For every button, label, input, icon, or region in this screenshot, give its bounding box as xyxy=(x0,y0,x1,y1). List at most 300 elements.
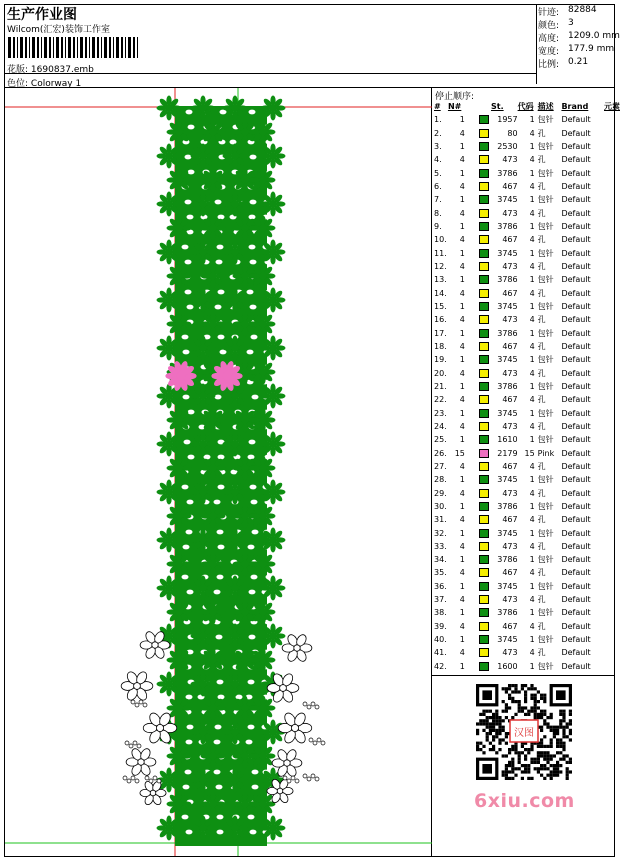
barcode-bar xyxy=(89,37,90,58)
qr-module xyxy=(556,770,559,773)
flower-center xyxy=(242,225,249,232)
green-flower xyxy=(261,480,286,505)
qr-module xyxy=(521,710,524,713)
row-index: 1. xyxy=(434,115,442,125)
row-desc: 包针 xyxy=(537,435,554,445)
qr-module xyxy=(482,729,485,732)
barcode-bar xyxy=(29,37,30,58)
row-swatch xyxy=(479,513,491,526)
row-stitches: 80 xyxy=(507,128,518,138)
flower-center xyxy=(270,393,277,400)
flower-center xyxy=(242,513,249,520)
qr-module xyxy=(492,729,495,732)
row-needle: 1 xyxy=(459,248,465,258)
company-name: Wilcom(汇宏)装饰工作室 xyxy=(7,25,110,35)
row-brand: Default xyxy=(561,368,591,378)
flower-center xyxy=(242,609,249,616)
table-row xyxy=(433,580,620,593)
lace-hole xyxy=(217,680,224,685)
spec-label: 颜色: xyxy=(538,21,560,31)
outline-bead xyxy=(307,705,311,709)
col-stitches: St. xyxy=(491,102,504,111)
green-flower xyxy=(167,744,192,769)
qr-module xyxy=(556,738,559,741)
row-element xyxy=(604,513,620,526)
color-swatch xyxy=(479,622,489,631)
flower-center xyxy=(210,561,217,568)
qr-module xyxy=(543,764,546,767)
qr-module xyxy=(556,745,559,748)
green-flower xyxy=(261,96,286,121)
row-needle: 1 xyxy=(459,115,465,125)
flower-center xyxy=(242,129,249,136)
table-row xyxy=(433,393,620,406)
row-needle: 4 xyxy=(459,235,465,245)
row-code: 1 xyxy=(529,355,535,365)
row-swatch xyxy=(479,353,491,366)
qr-module xyxy=(537,716,540,719)
lace-hole xyxy=(215,305,222,310)
qr-module xyxy=(479,713,482,716)
qr-module xyxy=(476,748,479,751)
spec-item xyxy=(538,18,574,31)
table-row xyxy=(433,167,620,180)
row-element xyxy=(604,287,620,300)
green-flower xyxy=(223,720,248,745)
row-brand: Default xyxy=(561,528,591,538)
row-desc: 孔 xyxy=(537,421,546,431)
qr-module xyxy=(518,700,521,703)
qr-module xyxy=(569,770,572,773)
qr-module xyxy=(524,684,527,687)
qr-module xyxy=(508,770,511,773)
qr-module xyxy=(559,722,562,725)
qr-module xyxy=(514,751,517,754)
row-desc: 包针 xyxy=(537,528,554,538)
barcode xyxy=(8,37,140,58)
green-flower xyxy=(223,768,248,793)
color-swatch xyxy=(479,289,489,298)
table-row xyxy=(433,220,620,233)
green-flower xyxy=(191,576,216,601)
qr-module xyxy=(537,700,540,703)
qr-module xyxy=(569,729,572,732)
row-swatch xyxy=(479,287,491,300)
qr-module xyxy=(498,748,501,751)
lace-hole xyxy=(216,635,223,640)
row-desc: 包针 xyxy=(537,555,554,565)
qr-module xyxy=(489,729,492,732)
row-stitches: 467 xyxy=(502,621,518,631)
table-row xyxy=(433,140,620,153)
lace-hole xyxy=(186,695,193,700)
qr-module xyxy=(514,713,517,716)
flower-center xyxy=(270,825,277,832)
lace-hole xyxy=(218,545,225,550)
green-flower xyxy=(261,240,286,265)
qr-module xyxy=(476,729,479,732)
row-brand: Default xyxy=(561,128,591,138)
lace-hole xyxy=(250,305,257,310)
flower-center xyxy=(232,681,239,688)
color-swatch xyxy=(479,502,489,511)
qr-module xyxy=(566,770,569,773)
qr-module xyxy=(534,697,537,700)
flower-center xyxy=(260,513,267,520)
flower-center xyxy=(242,753,249,760)
outline-bead xyxy=(125,741,129,745)
row-index: 36. xyxy=(434,581,447,591)
row-swatch xyxy=(479,167,491,180)
color-swatch xyxy=(479,462,489,471)
row-element xyxy=(604,207,620,220)
row-index: 26. xyxy=(434,448,447,458)
table-row xyxy=(433,113,620,126)
qr-module xyxy=(505,690,508,693)
col-brand: Brand xyxy=(561,102,589,111)
row-needle: 1 xyxy=(459,608,465,618)
row-index: 9. xyxy=(434,221,442,231)
lace-hole xyxy=(249,215,256,220)
table-row xyxy=(433,447,620,460)
color-swatch xyxy=(479,355,489,364)
row-brand: Default xyxy=(561,235,591,245)
qr-module xyxy=(569,758,572,761)
row-brand: Default xyxy=(561,581,591,591)
row-index: 34. xyxy=(434,555,447,565)
lace-hole xyxy=(249,440,256,445)
lace-hole xyxy=(218,335,225,340)
outline-bead xyxy=(311,774,315,778)
row-stitches: 473 xyxy=(502,208,518,218)
flower-center xyxy=(166,297,173,304)
qr-module xyxy=(508,751,511,754)
row-swatch xyxy=(479,113,491,126)
qr-module xyxy=(546,761,549,764)
flower-center xyxy=(232,489,239,496)
lace-hole xyxy=(187,215,194,220)
lace-hole xyxy=(250,485,257,490)
row-index: 42. xyxy=(434,661,447,671)
lace-hole xyxy=(214,590,221,595)
qr-module xyxy=(540,713,543,716)
qr-module xyxy=(495,719,498,722)
row-swatch xyxy=(479,127,491,140)
row-needle: 4 xyxy=(459,341,465,351)
qr-module xyxy=(482,710,485,713)
qr-module xyxy=(566,777,569,780)
green-flower xyxy=(157,144,182,169)
lace-hole xyxy=(186,530,193,535)
qr-module xyxy=(527,687,530,690)
flower-center xyxy=(242,321,249,328)
row-code: 1 xyxy=(529,475,535,485)
flower-center xyxy=(232,777,239,784)
row-desc: 包针 xyxy=(537,408,554,418)
lace-hole xyxy=(185,260,192,265)
row-desc: 包针 xyxy=(537,381,554,391)
qr-module xyxy=(495,722,498,725)
green-flower xyxy=(157,192,182,217)
row-stitches: 2179 xyxy=(497,448,518,458)
lace-hole xyxy=(218,695,225,700)
qr-module xyxy=(518,767,521,770)
qr-module xyxy=(524,700,527,703)
table-row xyxy=(433,287,620,300)
qr-module xyxy=(495,713,498,716)
green-flower xyxy=(191,672,216,697)
qr-module xyxy=(550,738,553,741)
qr-module xyxy=(521,777,524,780)
row-index: 2. xyxy=(434,128,442,138)
qr-module xyxy=(492,716,495,719)
table-row xyxy=(433,353,620,366)
barcode-bar xyxy=(65,37,66,58)
row-stitches: 3745 xyxy=(497,195,518,205)
row-desc: 孔 xyxy=(537,368,546,378)
qr-module xyxy=(498,742,501,745)
row-brand: Default xyxy=(561,115,591,125)
row-brand: Default xyxy=(561,395,591,405)
col-element: 元素 xyxy=(604,102,620,111)
qr-module xyxy=(540,716,543,719)
qr-module xyxy=(511,716,514,719)
qr-module xyxy=(524,748,527,751)
qr-module xyxy=(566,726,569,729)
qr-module xyxy=(498,716,501,719)
row-brand: Default xyxy=(561,141,591,151)
row-code: 1 xyxy=(529,328,535,338)
color-swatch xyxy=(479,115,489,124)
row-needle: 4 xyxy=(459,515,465,525)
green-flower xyxy=(201,648,226,673)
row-needle: 4 xyxy=(459,461,465,471)
flower-center xyxy=(177,372,185,380)
row-swatch xyxy=(479,273,491,286)
lace-hole xyxy=(182,245,189,250)
qr-module xyxy=(514,745,517,748)
table-row xyxy=(433,606,620,619)
qr-module xyxy=(540,729,543,732)
row-brand: Default xyxy=(561,328,591,338)
lace-hole xyxy=(218,290,225,295)
color-swatch xyxy=(479,275,489,284)
row-index: 12. xyxy=(434,261,447,271)
outline-bead xyxy=(309,738,313,742)
lace-hole xyxy=(188,410,195,415)
flower-center xyxy=(232,153,239,160)
flower-center xyxy=(166,777,173,784)
qr-module xyxy=(527,751,530,754)
row-swatch xyxy=(479,153,491,166)
row-stitches: 3745 xyxy=(497,581,518,591)
row-needle: 4 xyxy=(459,595,465,605)
table-row xyxy=(433,646,620,659)
table-row xyxy=(433,127,620,140)
row-stitches: 467 xyxy=(502,515,518,525)
spec-value: 3 xyxy=(568,18,574,28)
row-needle: 1 xyxy=(459,221,465,231)
spec-item xyxy=(538,57,589,70)
flower-center xyxy=(270,537,277,544)
row-stitches: 3786 xyxy=(497,555,518,565)
row-desc: 包针 xyxy=(537,301,554,311)
table-row xyxy=(433,420,620,433)
row-stitches: 3786 xyxy=(497,501,518,511)
row-code: 4 xyxy=(529,461,535,471)
qr-module xyxy=(530,745,533,748)
qr-module xyxy=(569,713,572,716)
flower-center xyxy=(260,273,267,280)
row-needle: 1 xyxy=(459,328,465,338)
outline-bead xyxy=(295,779,299,783)
outline-bead xyxy=(317,738,321,742)
qr-module xyxy=(511,777,514,780)
row-needle: 4 xyxy=(459,261,465,271)
outline-center xyxy=(280,685,287,692)
row-element xyxy=(604,180,620,193)
flower-center xyxy=(176,225,183,232)
flower-center xyxy=(176,273,183,280)
qr-module xyxy=(546,754,549,757)
flower-center xyxy=(270,585,277,592)
row-needle: 4 xyxy=(459,621,465,631)
qr-module xyxy=(527,748,530,751)
green-flower xyxy=(191,816,216,841)
sidebar-qr-divider xyxy=(431,675,615,676)
qr-module xyxy=(543,745,546,748)
row-stitches: 3745 xyxy=(497,528,518,538)
row-stitches: 3745 xyxy=(497,355,518,365)
qr-module xyxy=(530,697,533,700)
row-element xyxy=(604,580,620,593)
row-brand: Default xyxy=(561,195,591,205)
qr-module xyxy=(486,735,489,738)
outline-bead xyxy=(153,776,157,780)
green-flower xyxy=(157,288,182,313)
barcode-bar xyxy=(116,37,119,58)
qr-module xyxy=(562,719,565,722)
row-brand: Default xyxy=(561,635,591,645)
flower-center xyxy=(166,825,173,832)
barcode-bar xyxy=(101,37,102,58)
outline-flower xyxy=(126,747,156,777)
row-stitches: 467 xyxy=(502,395,518,405)
col-code: 代码 xyxy=(517,102,534,111)
row-code: 4 xyxy=(529,541,535,551)
qr-module xyxy=(546,758,549,761)
row-desc: 包针 xyxy=(537,581,554,591)
qr-module xyxy=(553,729,556,732)
row-code: 1 xyxy=(529,408,535,418)
flower-center xyxy=(166,393,173,400)
row-stitches: 467 xyxy=(502,461,518,471)
qr-module xyxy=(495,751,498,754)
row-element xyxy=(604,460,620,473)
outline-center xyxy=(138,759,144,765)
qr-module xyxy=(540,754,543,757)
table-row xyxy=(433,407,620,420)
row-element xyxy=(604,527,620,540)
row-swatch xyxy=(479,553,491,566)
qr-module xyxy=(505,706,508,709)
flower-center xyxy=(210,321,217,328)
row-code: 1 xyxy=(529,501,535,511)
row-swatch xyxy=(479,407,491,420)
qr-module xyxy=(492,726,495,729)
flower-center xyxy=(210,657,217,664)
row-index: 8. xyxy=(434,208,442,218)
flower-center xyxy=(200,489,207,496)
row-brand: Default xyxy=(561,408,591,418)
flower-center xyxy=(232,393,239,400)
qr-module xyxy=(486,716,489,719)
qr-module xyxy=(479,742,482,745)
row-desc: 孔 xyxy=(537,648,546,658)
qr-module xyxy=(543,735,546,738)
col-swatch xyxy=(479,100,491,113)
row-brand: Default xyxy=(561,648,591,658)
green-flower xyxy=(201,456,226,481)
qr-module xyxy=(543,694,546,697)
green-flower xyxy=(251,696,276,721)
flower-center xyxy=(260,753,267,760)
qr-module xyxy=(550,729,553,732)
qr-module xyxy=(537,751,540,754)
row-swatch xyxy=(479,180,491,193)
green-flower xyxy=(251,360,276,385)
qr-module xyxy=(511,690,514,693)
table-row xyxy=(433,620,620,633)
qr-module xyxy=(562,732,565,735)
flower-center xyxy=(260,801,267,808)
outline-bead xyxy=(315,705,319,709)
qr-module xyxy=(498,726,501,729)
barcode-bar xyxy=(73,37,75,58)
qr-module xyxy=(479,719,482,722)
row-swatch xyxy=(479,540,491,553)
green-flower xyxy=(191,192,216,217)
qr-module xyxy=(505,770,508,773)
color-swatch xyxy=(479,529,489,538)
green-flower xyxy=(191,624,216,649)
qr-module xyxy=(550,742,553,745)
qr-module xyxy=(518,761,521,764)
row-element xyxy=(604,340,620,353)
flower-center xyxy=(176,561,183,568)
row-swatch xyxy=(479,207,491,220)
flower-center xyxy=(210,609,217,616)
row-swatch xyxy=(479,420,491,433)
qr-module xyxy=(559,710,562,713)
row-index: 28. xyxy=(434,475,447,485)
qr-module xyxy=(524,770,527,773)
table-row xyxy=(433,460,620,473)
outline-center xyxy=(291,724,298,731)
qr-module xyxy=(482,722,485,725)
row-brand: Default xyxy=(561,168,591,178)
row-swatch xyxy=(479,593,491,606)
flower-center xyxy=(270,633,277,640)
row-brand: Default xyxy=(561,315,591,325)
green-flower xyxy=(201,312,226,337)
barcode-bar xyxy=(20,37,23,58)
green-flower xyxy=(167,456,192,481)
row-stitches: 3745 xyxy=(497,408,518,418)
color-swatch xyxy=(479,555,489,564)
qr-module xyxy=(556,751,559,754)
row-needle: 1 xyxy=(459,501,465,511)
